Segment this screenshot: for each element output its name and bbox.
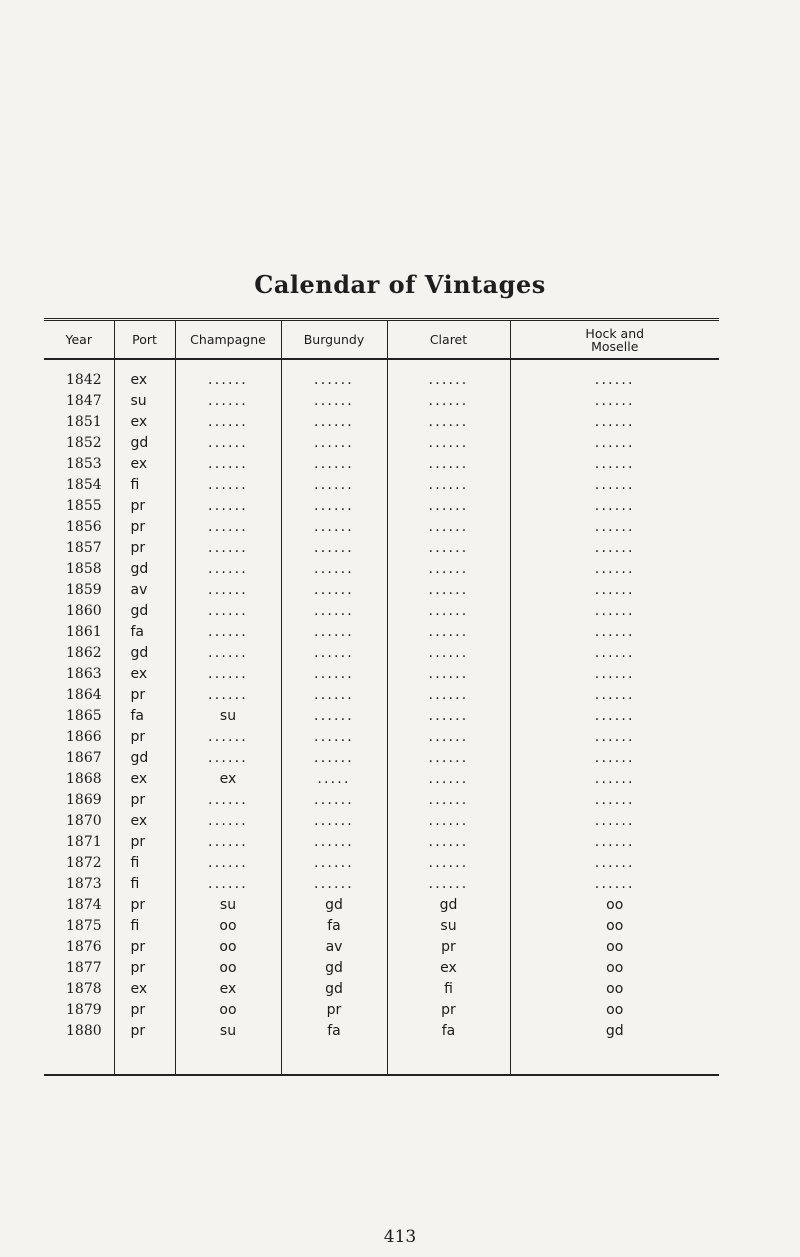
table-row [44, 454, 719, 475]
table-row [44, 433, 719, 454]
cell-hock-moselle: ...... [510, 517, 719, 538]
cell-champagne: ...... [175, 874, 281, 895]
cell-port: pr [114, 1021, 175, 1075]
cell-burgundy: ...... [281, 664, 387, 685]
cell-claret: ...... [387, 643, 510, 664]
table-row [44, 475, 719, 496]
header-row [44, 320, 719, 360]
cell-port: pr [114, 727, 175, 748]
cell-hock-moselle: ...... [510, 454, 719, 475]
cell-champagne: ...... [175, 391, 281, 412]
cell-claret: ...... [387, 853, 510, 874]
cell-champagne: ...... [175, 853, 281, 874]
cell-burgundy: ...... [281, 643, 387, 664]
cell-year: 1859 [66, 582, 102, 598]
cell-hock-moselle: ...... [510, 727, 719, 748]
cell-year: 1861 [66, 624, 102, 640]
cell-port: pr [114, 895, 175, 916]
cell-port: fi [114, 475, 175, 496]
table-row [44, 685, 719, 706]
cell-hock-moselle: ...... [510, 664, 719, 685]
table-row [44, 790, 719, 811]
cell-port: gd [114, 601, 175, 622]
table-row [44, 916, 719, 937]
cell-port: gd [114, 643, 175, 664]
cell-hock-moselle: ...... [510, 622, 719, 643]
cell-burgundy: pr [281, 1000, 387, 1021]
cell-burgundy: gd [281, 895, 387, 916]
cell-claret: ...... [387, 601, 510, 622]
cell-year: 1875 [66, 918, 102, 934]
cell-burgundy: ...... [281, 538, 387, 559]
cell-hock-moselle: ...... [510, 832, 719, 853]
cell-port: pr [114, 685, 175, 706]
cell-claret: ...... [387, 559, 510, 580]
cell-hock-moselle: ...... [510, 790, 719, 811]
cell-port: pr [114, 937, 175, 958]
cell-year: 1853 [66, 456, 102, 472]
cell-claret: ...... [387, 769, 510, 790]
header-burgundy: Burgundy [281, 320, 387, 360]
cell-year: 1842 [66, 372, 102, 388]
cell-port: fa [114, 706, 175, 727]
table-row [44, 517, 719, 538]
cell-champagne: ...... [175, 790, 281, 811]
cell-burgundy: ...... [281, 853, 387, 874]
cell-port: pr [114, 832, 175, 853]
cell-port: gd [114, 559, 175, 580]
cell-hock-moselle: ...... [510, 538, 719, 559]
cell-hock-moselle: oo [510, 958, 719, 979]
cell-port: pr [114, 790, 175, 811]
table-row [44, 391, 719, 412]
cell-port: fa [114, 622, 175, 643]
cell-port: pr [114, 538, 175, 559]
cell-champagne: ...... [175, 538, 281, 559]
cell-claret: ...... [387, 454, 510, 475]
cell-hock-moselle: oo [510, 1000, 719, 1021]
cell-burgundy: av [281, 937, 387, 958]
cell-hock-moselle: ...... [510, 643, 719, 664]
cell-hock-moselle: ...... [510, 748, 719, 769]
cell-burgundy: fa [281, 1021, 387, 1075]
cell-claret: ...... [387, 538, 510, 559]
cell-port: ex [114, 664, 175, 685]
cell-hock-moselle: ...... [510, 601, 719, 622]
cell-burgundy: ...... [281, 559, 387, 580]
cell-burgundy: gd [281, 958, 387, 979]
cell-port: av [114, 580, 175, 601]
cell-champagne: ex [175, 979, 281, 1000]
cell-burgundy: ...... [281, 748, 387, 769]
cell-burgundy: ...... [281, 517, 387, 538]
cell-claret: ...... [387, 748, 510, 769]
cell-claret: pr [387, 1000, 510, 1021]
table-row [44, 1000, 719, 1021]
cell-hock-moselle: ...... [510, 433, 719, 454]
table-row [44, 979, 719, 1000]
cell-burgundy: ...... [281, 433, 387, 454]
cell-port: fi [114, 853, 175, 874]
cell-burgundy: ...... [281, 454, 387, 475]
cell-champagne: ...... [175, 685, 281, 706]
cell-hock-moselle: ...... [510, 685, 719, 706]
cell-port: gd [114, 748, 175, 769]
cell-year: 1856 [66, 519, 102, 535]
cell-champagne: oo [175, 937, 281, 958]
cell-champagne: ...... [175, 433, 281, 454]
cell-hock-moselle: oo [510, 895, 719, 916]
cell-hock-moselle: ...... [510, 580, 719, 601]
cell-year: 1852 [66, 435, 102, 451]
cell-claret: pr [387, 937, 510, 958]
cell-champagne: ex [175, 769, 281, 790]
table-row [44, 601, 719, 622]
cell-hock-moselle: ...... [510, 853, 719, 874]
cell-year: 1876 [66, 939, 102, 955]
cell-claret: ...... [387, 727, 510, 748]
cell-port: ex [114, 454, 175, 475]
header-champagne: Champagne [175, 320, 281, 360]
cell-year: 1847 [66, 393, 102, 409]
cell-year: 1866 [66, 729, 102, 745]
cell-port: ex [114, 359, 175, 391]
cell-year: 1858 [66, 561, 102, 577]
cell-burgundy: ...... [281, 622, 387, 643]
cell-champagne: ...... [175, 517, 281, 538]
table-row [44, 664, 719, 685]
cell-hock-moselle: ...... [510, 559, 719, 580]
cell-champagne: ...... [175, 727, 281, 748]
table-row [44, 496, 719, 517]
cell-champagne: ...... [175, 412, 281, 433]
cell-hock-moselle: oo [510, 937, 719, 958]
cell-hock-moselle: ...... [510, 811, 719, 832]
cell-champagne: ...... [175, 559, 281, 580]
cell-burgundy: ...... [281, 790, 387, 811]
cell-champagne: ...... [175, 601, 281, 622]
cell-champagne: su [175, 1021, 281, 1075]
cell-claret: fi [387, 979, 510, 1000]
cell-champagne: su [175, 895, 281, 916]
header-claret: Claret [387, 320, 510, 360]
cell-burgundy: ..... [281, 769, 387, 790]
cell-burgundy: ...... [281, 412, 387, 433]
table-row [44, 853, 719, 874]
table-row [44, 811, 719, 832]
vintage-table [44, 318, 719, 1076]
cell-hock-moselle: ...... [510, 706, 719, 727]
cell-burgundy: gd [281, 979, 387, 1000]
cell-port: pr [114, 496, 175, 517]
cell-hock-moselle: ...... [510, 874, 719, 895]
cell-claret: ...... [387, 391, 510, 412]
header-hock-moselle: Hock and Moselle [510, 320, 719, 360]
page-number: 413 [383, 1227, 417, 1247]
cell-year: 1867 [66, 750, 102, 766]
cell-hock-moselle: ...... [510, 496, 719, 517]
cell-hock-moselle: ...... [510, 412, 719, 433]
cell-champagne: ...... [175, 832, 281, 853]
cell-claret: ...... [387, 874, 510, 895]
cell-burgundy: ...... [281, 580, 387, 601]
cell-champagne: ...... [175, 475, 281, 496]
cell-burgundy: fa [281, 916, 387, 937]
cell-port: pr [114, 517, 175, 538]
cell-burgundy: ...... [281, 874, 387, 895]
table-row [44, 895, 719, 916]
cell-champagne: ...... [175, 496, 281, 517]
table-row [44, 874, 719, 895]
cell-year: 1863 [66, 666, 102, 682]
header-port: Port [114, 320, 175, 360]
cell-year: 1871 [66, 834, 102, 850]
table-row [44, 769, 719, 790]
cell-port: pr [114, 958, 175, 979]
table-row [44, 958, 719, 979]
cell-champagne: ...... [175, 643, 281, 664]
cell-port: ex [114, 811, 175, 832]
cell-year: 1870 [66, 813, 102, 829]
cell-claret: ...... [387, 622, 510, 643]
cell-hock-moselle: ...... [510, 475, 719, 496]
cell-claret: ...... [387, 706, 510, 727]
cell-year: 1860 [66, 603, 102, 619]
cell-champagne: oo [175, 916, 281, 937]
cell-year: 1868 [66, 771, 102, 787]
cell-champagne: ...... [175, 748, 281, 769]
cell-claret: ...... [387, 412, 510, 433]
cell-burgundy: ...... [281, 359, 387, 391]
cell-year: 1874 [66, 897, 102, 913]
cell-year: 1878 [66, 981, 102, 997]
cell-claret: ...... [387, 359, 510, 391]
table-row [44, 580, 719, 601]
cell-year: 1854 [66, 477, 102, 493]
cell-hock-moselle: ...... [510, 391, 719, 412]
cell-port: su [114, 391, 175, 412]
cell-year: 1873 [66, 876, 102, 892]
cell-hock-moselle: ...... [510, 359, 719, 391]
cell-claret: ...... [387, 475, 510, 496]
cell-claret: ...... [387, 517, 510, 538]
cell-claret: fa [387, 1021, 510, 1075]
cell-port: fi [114, 916, 175, 937]
cell-hock-moselle: oo [510, 979, 719, 1000]
table-row [44, 538, 719, 559]
table-row [44, 559, 719, 580]
cell-port: gd [114, 433, 175, 454]
cell-champagne: ...... [175, 664, 281, 685]
cell-year: 1869 [66, 792, 102, 808]
cell-burgundy: ...... [281, 727, 387, 748]
cell-year: 1879 [66, 1002, 102, 1018]
cell-burgundy: ...... [281, 496, 387, 517]
cell-claret: ...... [387, 580, 510, 601]
cell-champagne: ...... [175, 359, 281, 391]
table-row [44, 359, 719, 391]
table-row [44, 622, 719, 643]
cell-champagne: ...... [175, 811, 281, 832]
cell-claret: gd [387, 895, 510, 916]
cell-claret: ...... [387, 832, 510, 853]
cell-hock-moselle: gd [510, 1021, 719, 1075]
cell-port: ex [114, 979, 175, 1000]
cell-year: 1865 [66, 708, 102, 724]
table-row [44, 748, 719, 769]
cell-year: 1877 [66, 960, 102, 976]
cell-claret: ...... [387, 664, 510, 685]
cell-claret: ...... [387, 790, 510, 811]
cell-year: 1864 [66, 687, 102, 703]
cell-champagne: ...... [175, 454, 281, 475]
cell-champagne: ...... [175, 580, 281, 601]
cell-claret: ...... [387, 433, 510, 454]
cell-claret: ...... [387, 685, 510, 706]
table-row [44, 727, 719, 748]
cell-port: ex [114, 769, 175, 790]
cell-claret: ex [387, 958, 510, 979]
table-row [44, 1021, 719, 1075]
cell-hock-moselle: ...... [510, 769, 719, 790]
cell-port: ex [114, 412, 175, 433]
cell-port: fi [114, 874, 175, 895]
cell-port: pr [114, 1000, 175, 1021]
cell-burgundy: ...... [281, 391, 387, 412]
cell-year: 1872 [66, 855, 102, 871]
cell-hock-moselle: oo [510, 916, 719, 937]
cell-champagne: oo [175, 958, 281, 979]
page-title: Calendar of Vintages [254, 270, 546, 299]
cell-burgundy: ...... [281, 811, 387, 832]
cell-burgundy: ...... [281, 601, 387, 622]
cell-year: 1851 [66, 414, 102, 430]
cell-champagne: oo [175, 1000, 281, 1021]
cell-burgundy: ...... [281, 685, 387, 706]
cell-year: 1857 [66, 540, 102, 556]
cell-claret: ...... [387, 496, 510, 517]
table-row [44, 937, 719, 958]
cell-year: 1862 [66, 645, 102, 661]
table-row [44, 832, 719, 853]
cell-burgundy: ...... [281, 706, 387, 727]
cell-champagne: ...... [175, 622, 281, 643]
table-row [44, 412, 719, 433]
cell-claret: su [387, 916, 510, 937]
cell-year: 1855 [66, 498, 102, 514]
cell-champagne: su [175, 706, 281, 727]
header-year: Year [44, 320, 114, 360]
table-row [44, 643, 719, 664]
cell-burgundy: ...... [281, 832, 387, 853]
cell-year: 1880 [44, 1021, 114, 1075]
cell-claret: ...... [387, 811, 510, 832]
table-row [44, 706, 719, 727]
cell-burgundy: ...... [281, 475, 387, 496]
